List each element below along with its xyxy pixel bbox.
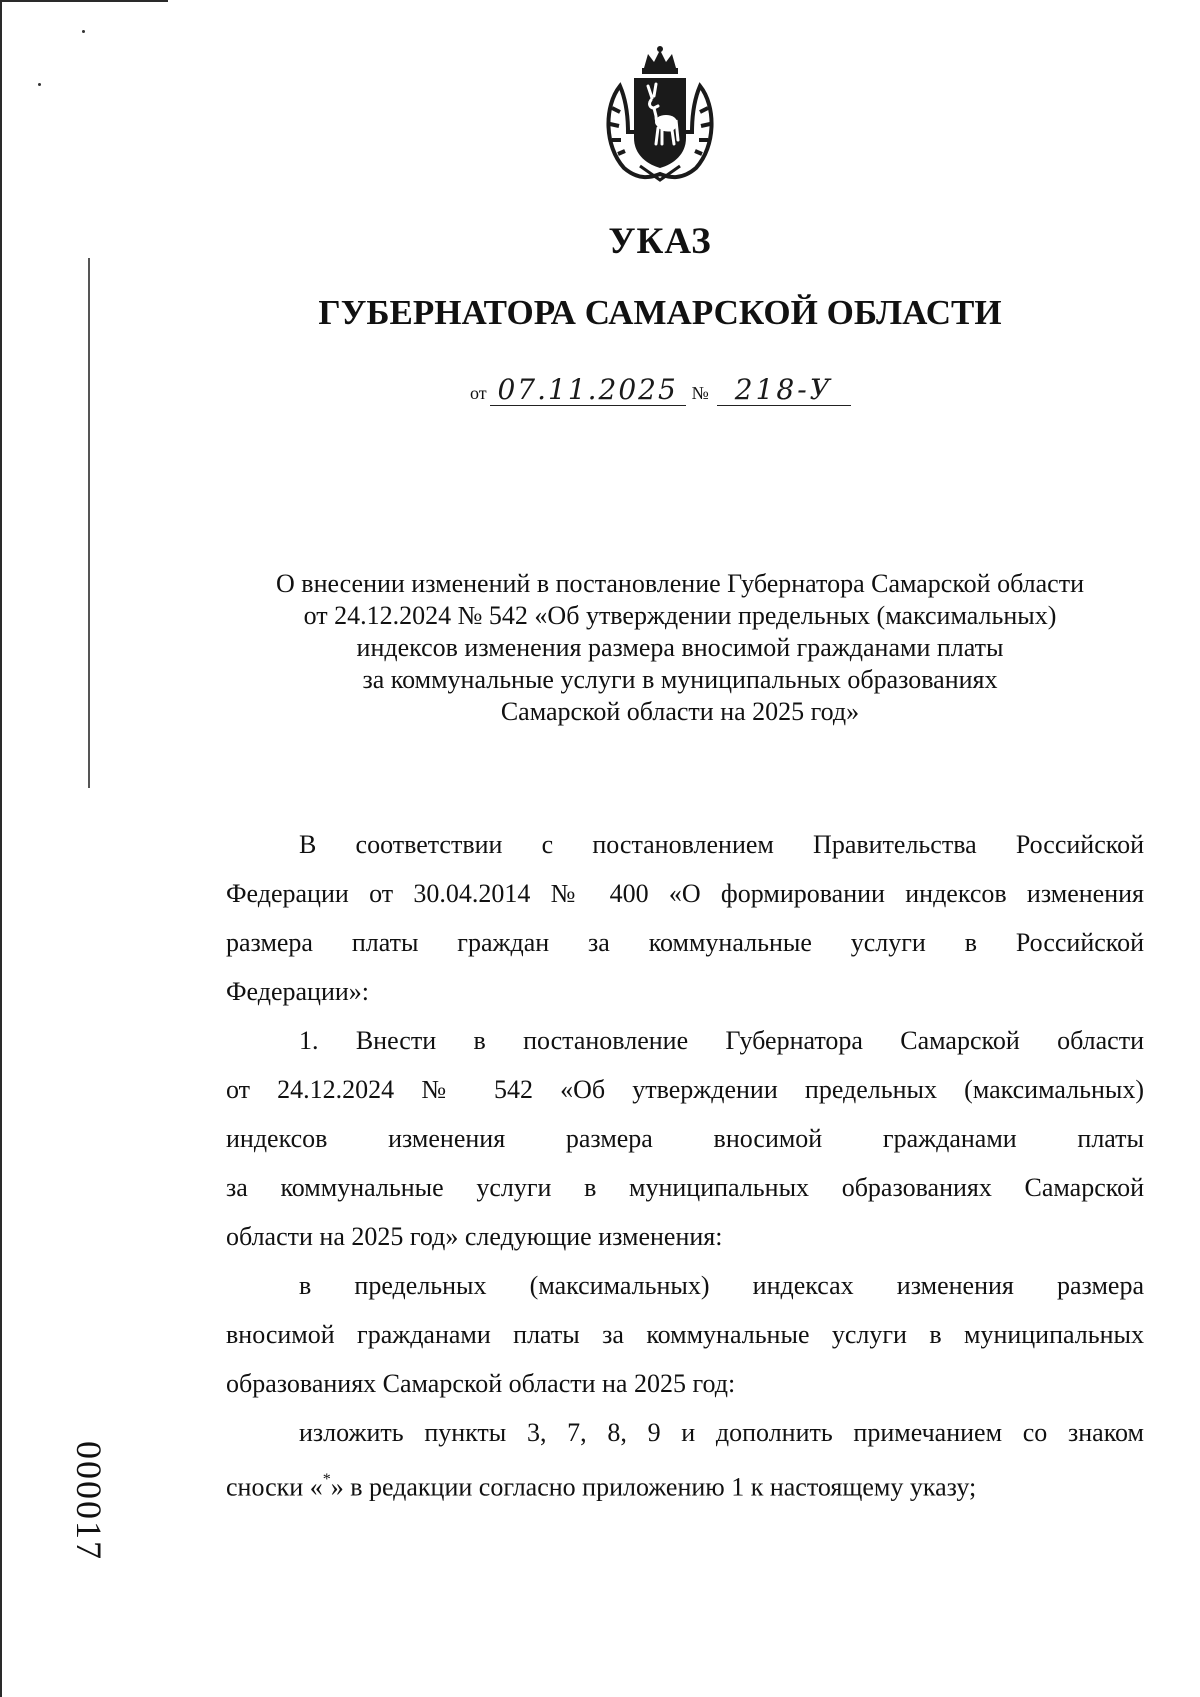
body-line: изложить пункты 3, 7, 8, 9 и дополнить примечанием со знаком — [299, 1418, 1144, 1447]
body-line: области на 2025 год» следующие изменения: — [226, 1222, 723, 1251]
subject-line: индексов изменения размера вносимой гражданами платы — [356, 633, 1004, 662]
margin-registration-stamp: 000017 — [69, 1441, 109, 1561]
subject-line: О внесении изменений в постановление Губернатора Самарской области — [276, 569, 1084, 598]
body-line: образованиях Самарской области на 2025 год: — [226, 1369, 736, 1398]
body-line: Федерации от 30.04.2014 № 400 «О формировании индексов изменения — [226, 879, 1144, 908]
footnote-text-after: » в редакции согласно приложению 1 к настоящему указу; — [330, 1472, 977, 1502]
body-line: от 24.12.2024 № 542 «Об утверждении предельных (максимальных) — [226, 1075, 1144, 1104]
body-line: за коммунальные услуги в муниципальных образованиях Самарской — [226, 1173, 1144, 1202]
body-line: размера платы граждан за коммунальные услуги в Российской — [226, 928, 1144, 957]
number-prefix: № — [691, 383, 709, 403]
body-line — [226, 1457, 1144, 1512]
date-number-line — [470, 372, 851, 406]
body-line: 1. Внести в постановление Губернатора Самарской области — [299, 1026, 1144, 1055]
body-line: в предельных (максимальных) индексах изменения размера — [299, 1271, 1144, 1300]
body-line: индексов изменения размера вносимой гражданами платы — [226, 1124, 1144, 1153]
instruction-paragraph — [226, 1408, 1144, 1512]
subject-line: Самарской области на 2025 год» — [500, 697, 860, 726]
scan-speck — [82, 30, 85, 33]
date-prefix: от — [470, 383, 487, 403]
footnote-text-before: сноски « — [226, 1472, 323, 1502]
subject-line: от 24.12.2024 № 542 «Об утверждении предельных (максимальных) — [303, 601, 1057, 630]
samara-coat-of-arms-icon — [598, 46, 722, 182]
scan-border-top — [0, 0, 168, 2]
decree-issuer: ГУБЕРНАТОРА САМАРСКОЙ ОБЛАСТИ — [318, 293, 1002, 332]
preamble-paragraph — [226, 820, 1144, 1016]
decree-subject — [230, 568, 1130, 728]
amendment-paragraph — [226, 1261, 1144, 1408]
handwritten-date: 07.11.2025 — [490, 375, 686, 406]
clause-1-paragraph — [226, 1016, 1144, 1261]
scan-margin-line — [88, 258, 90, 788]
handwritten-number: 218-У — [717, 375, 851, 406]
body-line: В соответствии с постановлением Правительства Российской — [299, 830, 1144, 859]
body-line: вносимой гражданами платы за коммунальные услуги в муниципальных — [226, 1320, 1144, 1349]
footnote-mark: * — [322, 1471, 331, 1488]
body-line: Федерации»: — [226, 977, 370, 1006]
decree-body — [226, 820, 1144, 1512]
scan-speck — [38, 83, 41, 86]
subject-line: за коммунальные услуги в муниципальных образованиях — [362, 665, 998, 694]
decree-heading: УКАЗ — [608, 221, 712, 262]
